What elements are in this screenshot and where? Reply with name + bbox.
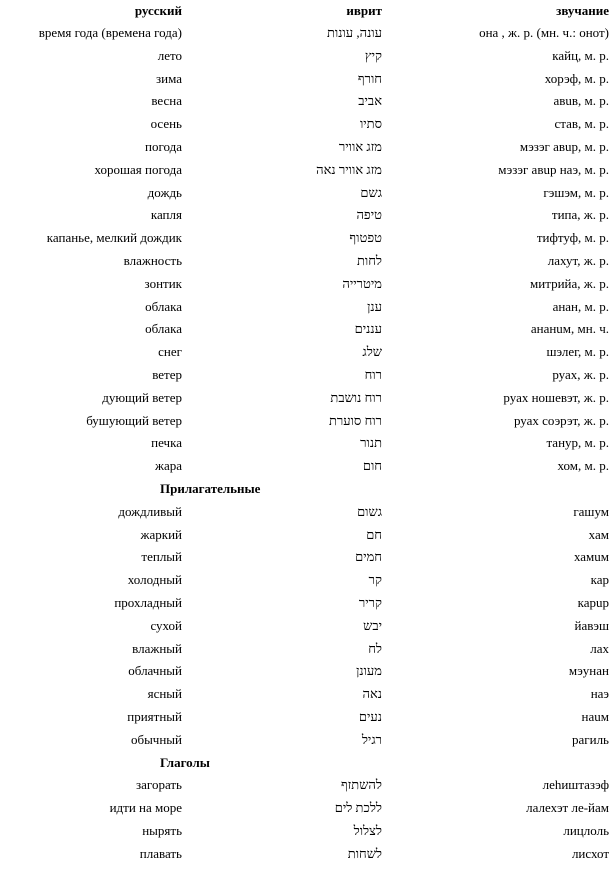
hebrew-word: נעים: [358, 708, 382, 724]
pronunciation: наэ: [590, 686, 609, 702]
section-spacer: [386, 478, 613, 501]
russian-word: весна: [151, 93, 182, 109]
hebrew-word: גשם: [360, 184, 382, 200]
russian-word: лето: [157, 47, 182, 63]
russian-word: загорать: [136, 777, 182, 793]
pronunciation: йавэш: [574, 617, 609, 633]
vocab-row: [0, 820, 613, 843]
pronunciation: руах соэрэт, ж. р.: [513, 412, 609, 428]
hebrew-word: אביב: [358, 93, 382, 109]
russian-word: облака: [145, 298, 182, 314]
russian-word: облачный: [128, 663, 182, 679]
hebrew-word: רגיל: [361, 731, 382, 747]
pronunciation: типa, ж. р.: [551, 207, 609, 223]
russian-word: теплый: [141, 549, 182, 565]
russian-word: жаркий: [140, 526, 182, 542]
vocab-row: [0, 227, 613, 250]
hebrew-word: שלג: [362, 344, 382, 360]
pronunciation: митрийa, ж. р.: [530, 275, 609, 291]
hebrew-word: חם: [366, 526, 382, 542]
hebrew-word: סתיו: [359, 116, 382, 132]
vocab-row: [0, 797, 613, 820]
vocab-row: [0, 455, 613, 478]
pronunciation: мэзэг авuр, м. р.: [519, 138, 609, 154]
russian-word: печка: [151, 435, 182, 451]
russian-word: время года (времена года): [38, 25, 182, 40]
pronunciation: лах: [590, 640, 609, 656]
hebrew-word: נאה: [362, 686, 382, 702]
vocab-row: [0, 341, 613, 364]
hebrew-word: לח: [368, 640, 382, 656]
russian-word: осень: [150, 116, 182, 132]
section-spacer: [186, 752, 386, 775]
pronunciation: руах ношевэт, ж. р.: [503, 389, 609, 405]
hebrew-word: לצלול: [353, 822, 382, 838]
pronunciation: ананuм, мн. ч.: [530, 321, 609, 337]
russian-word: плавать: [139, 845, 182, 861]
hebrew-word: עונה, עונות: [326, 25, 382, 40]
vocab-row: [0, 638, 613, 661]
hebrew-word: טפטוף: [349, 230, 382, 246]
hebrew-word: מיטרייה: [342, 275, 382, 291]
vocab-row: [0, 410, 613, 433]
hebrew-word: לשחות: [347, 845, 382, 861]
russian-word: идти на море: [109, 800, 182, 816]
vocab-row: [0, 296, 613, 319]
hebrew-word: מזג אוויר: [338, 138, 382, 154]
pronunciation: рагиль: [572, 731, 609, 747]
section-title: Глаголы: [160, 754, 210, 770]
pronunciation: хорэф, м. р.: [544, 70, 609, 86]
pronunciation: гэшэм, м. р.: [543, 184, 609, 200]
vocab-row: [0, 524, 613, 547]
vocab-row: [0, 22, 613, 45]
vocab-row: [0, 68, 613, 91]
section-spacer: [386, 752, 613, 775]
hebrew-word: קיץ: [364, 47, 382, 63]
vocab-row: [0, 250, 613, 273]
pronunciation: онa , ж. р. (мн. ч.: онот): [479, 25, 609, 40]
vocab-row: [0, 501, 613, 524]
pronunciation: леhиштазэф: [542, 777, 609, 793]
hebrew-word: מזג אוויר נאה: [316, 161, 382, 177]
pronunciation: руах, ж. р.: [552, 366, 609, 382]
pronunciation: карuр: [577, 594, 609, 610]
russian-word: нырять: [142, 822, 182, 838]
header-sound: звучание: [556, 3, 609, 18]
pronunciation: анан, м. р.: [552, 298, 609, 314]
russian-word: дождь: [147, 184, 182, 200]
vocab-row: [0, 45, 613, 68]
russian-word: капля: [150, 207, 182, 223]
vocab-row: [0, 182, 613, 205]
russian-word: бушующий ветер: [86, 412, 182, 428]
pronunciation: кар: [590, 572, 609, 588]
russian-word: приятный: [127, 708, 182, 724]
section-title: Прилагательные: [160, 480, 261, 496]
russian-word: влажный: [132, 640, 182, 656]
vocab-row: [0, 387, 613, 410]
vocab-row: [0, 615, 613, 638]
pronunciation: мэзэг авuр наэ, м. р.: [498, 161, 609, 177]
header-russian: русский: [134, 3, 182, 18]
russian-word: прохладный: [114, 594, 182, 610]
vocab-row: [0, 90, 613, 113]
pronunciation: хом, м. р.: [557, 458, 609, 474]
vocab-row: [0, 683, 613, 706]
vocab-row: [0, 432, 613, 455]
pronunciation: лицлоль: [563, 822, 609, 838]
hebrew-word: גשום: [357, 503, 382, 519]
vocab-row: [0, 706, 613, 729]
header-hebrew: иврит: [346, 3, 382, 18]
vocab-row: [0, 569, 613, 592]
vocab-row: [0, 159, 613, 182]
hebrew-word: קריר: [358, 594, 382, 610]
pronunciation: кайц, м. р.: [552, 47, 609, 63]
pronunciation: мэунан: [568, 663, 609, 679]
hebrew-word: קר: [368, 572, 382, 588]
hebrew-word: חום: [362, 458, 382, 474]
russian-word: дующий ветер: [102, 389, 182, 405]
pronunciation: став, м. р.: [554, 116, 609, 132]
hebrew-word: טיפה: [356, 207, 382, 223]
hebrew-word: רוח: [364, 366, 382, 382]
russian-word: жара: [154, 458, 182, 474]
russian-word: снег: [158, 344, 182, 360]
hebrew-word: עננים: [354, 321, 382, 337]
russian-word: обычный: [130, 731, 182, 747]
pronunciation: лисхот: [571, 845, 609, 861]
russian-word: погода: [145, 138, 182, 154]
vocab-row: [0, 546, 613, 569]
russian-word: холодный: [127, 572, 182, 588]
header-row: [0, 0, 613, 22]
vocab-row: [0, 204, 613, 227]
section-heading-row: [0, 478, 613, 501]
pronunciation: хамuм: [573, 549, 609, 565]
vocab-row: [0, 364, 613, 387]
vocab-row: [0, 843, 613, 866]
hebrew-word: רוח נושבת: [330, 389, 382, 405]
pronunciation: гашум: [573, 503, 609, 519]
pronunciation: хам: [588, 526, 609, 542]
pronunciation: шэлег, м. р.: [546, 344, 609, 360]
pronunciation: авuв, м. р.: [553, 93, 609, 109]
russian-word: зонтик: [144, 275, 182, 291]
pronunciation: танур, м. р.: [546, 435, 609, 451]
hebrew-word: יבש: [363, 617, 382, 633]
vocab-row: [0, 273, 613, 296]
russian-word: ветер: [152, 366, 182, 382]
pronunciation: лалехэт ле-йам: [526, 800, 609, 816]
russian-word: дождливый: [118, 503, 182, 519]
hebrew-word: ללכת לים: [334, 800, 382, 816]
vocab-row: [0, 774, 613, 797]
russian-word: ясный: [147, 686, 182, 702]
vocab-row: [0, 660, 613, 683]
russian-word: капанье, мелкий дождик: [46, 230, 182, 246]
vocab-row: [0, 113, 613, 136]
hebrew-word: מעונן: [356, 663, 382, 679]
vocab-row: [0, 318, 613, 341]
vocab-row: [0, 136, 613, 159]
section-heading-row: [0, 752, 613, 775]
hebrew-word: תנור: [360, 435, 382, 451]
russian-word: зима: [156, 70, 182, 86]
hebrew-word: ענן: [367, 298, 382, 314]
russian-word: сухой: [150, 617, 182, 633]
russian-word: облака: [145, 321, 182, 337]
pronunciation: наuм: [581, 708, 609, 724]
vocab-row: [0, 729, 613, 752]
vocab-row: [0, 592, 613, 615]
hebrew-word: להשתזף: [340, 777, 382, 793]
hebrew-word: חורף: [357, 70, 382, 86]
russian-word: влажность: [123, 252, 182, 268]
hebrew-word: לחות: [356, 252, 382, 268]
pronunciation: тифтуф, м. р.: [536, 230, 609, 246]
pronunciation: лахут, ж. р.: [547, 252, 609, 268]
hebrew-word: חמים: [355, 549, 382, 565]
russian-word: хорошая погода: [94, 161, 182, 177]
hebrew-word: רוח סוערת: [328, 412, 382, 428]
